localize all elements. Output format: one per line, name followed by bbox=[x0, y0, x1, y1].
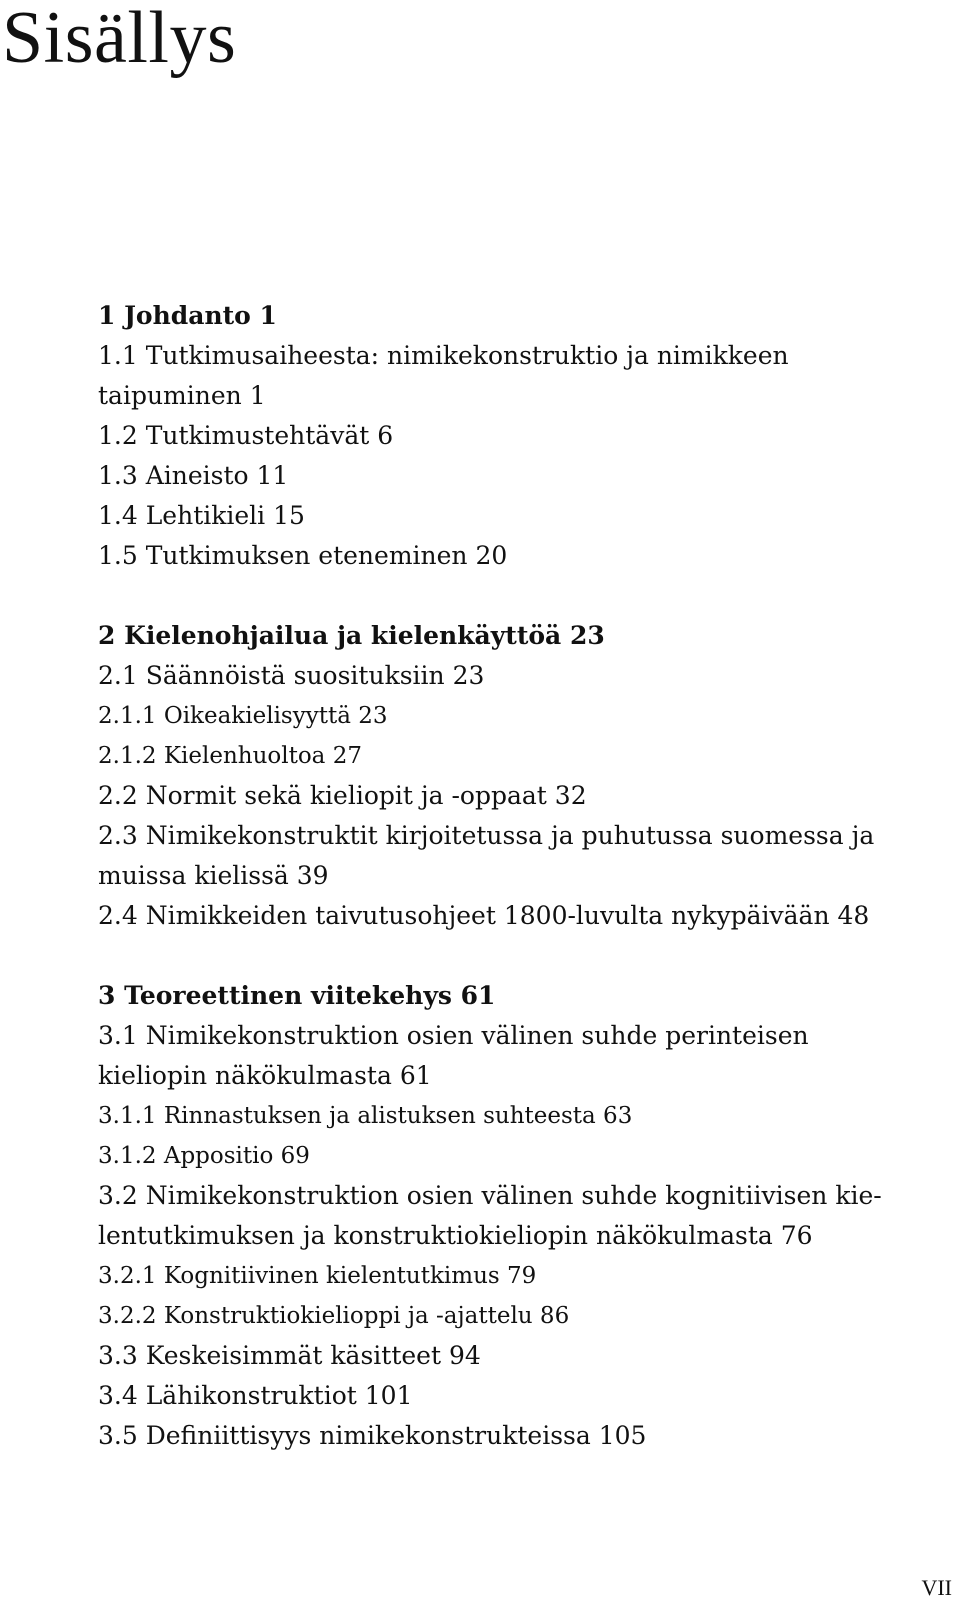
toc-entry: kieliopin näkökulmasta 61 bbox=[98, 1061, 432, 1090]
page-title: Sisällys bbox=[2, 0, 237, 79]
toc-entry: 3.1 Nimikekonstruktion osien välinen suhde perinteisen bbox=[98, 1021, 809, 1050]
toc-entry: 2.2 Normit sekä kieliopit ja -oppaat 32 bbox=[98, 781, 587, 810]
toc-entry: 2.3 Nimikekonstruktit kirjoitetussa ja puhutussa suomessa ja bbox=[98, 821, 875, 850]
toc-entry: 1.4 Lehtikieli 15 bbox=[98, 501, 305, 530]
toc-entry: taipuminen 1 bbox=[98, 381, 266, 410]
toc-entry: 3.2.2 Konstruktiokielioppi ja -ajattelu 86 bbox=[98, 1303, 570, 1329]
toc-entry: 3.1.2 Appositio 69 bbox=[98, 1143, 310, 1169]
toc-entry: 3.4 Lähikonstruktiot 101 bbox=[98, 1381, 413, 1410]
toc-entry: 1.5 Tutkimuksen eteneminen 20 bbox=[98, 541, 508, 570]
toc-entry: 3.1.1 Rinnastuksen ja alistuksen suhteesta 63 bbox=[98, 1103, 633, 1129]
toc-entry: 1.3 Aineisto 11 bbox=[98, 461, 289, 490]
page-number: VII bbox=[921, 1575, 952, 1600]
toc-entry: muissa kielissä 39 bbox=[98, 861, 329, 890]
toc-chapter-1: 1 Johdanto 1 bbox=[98, 301, 277, 330]
toc-entry: 2.1.2 Kielenhuoltoa 27 bbox=[98, 743, 362, 769]
toc-entry: lentutkimuksen ja konstruktiokieliopin näkökulmasta 76 bbox=[98, 1221, 813, 1250]
toc-entry: 3.2.1 Kognitiivinen kielentutkimus 79 bbox=[98, 1263, 537, 1289]
toc-entry: 3.3 Keskeisimmät käsitteet 94 bbox=[98, 1341, 481, 1370]
toc-chapter-3: 3 Teoreettinen viitekehys 61 bbox=[98, 981, 496, 1010]
toc-entry: 1.2 Tutkimustehtävät 6 bbox=[98, 421, 394, 450]
toc-entry: 3.2 Nimikekonstruktion osien välinen suhde kognitiivisen kie- bbox=[98, 1181, 882, 1210]
toc-entry: 3.5 Definiittisyys nimikekonstrukteissa 105 bbox=[98, 1421, 647, 1450]
toc-entry: 1.1 Tutkimusaiheesta: nimikekonstruktio ja nimikkeen bbox=[98, 341, 789, 370]
toc-entry: 2.1.1 Oikeakielisyyttä 23 bbox=[98, 703, 388, 729]
toc-entry: 2.1 Säännöistä suosituksiin 23 bbox=[98, 661, 485, 690]
toc-entry: 2.4 Nimikkeiden taivutusohjeet 1800-luvulta nykypäivään 48 bbox=[98, 901, 870, 930]
toc-chapter-2: 2 Kielenohjailua ja kielenkäyttöä 23 bbox=[98, 621, 605, 650]
